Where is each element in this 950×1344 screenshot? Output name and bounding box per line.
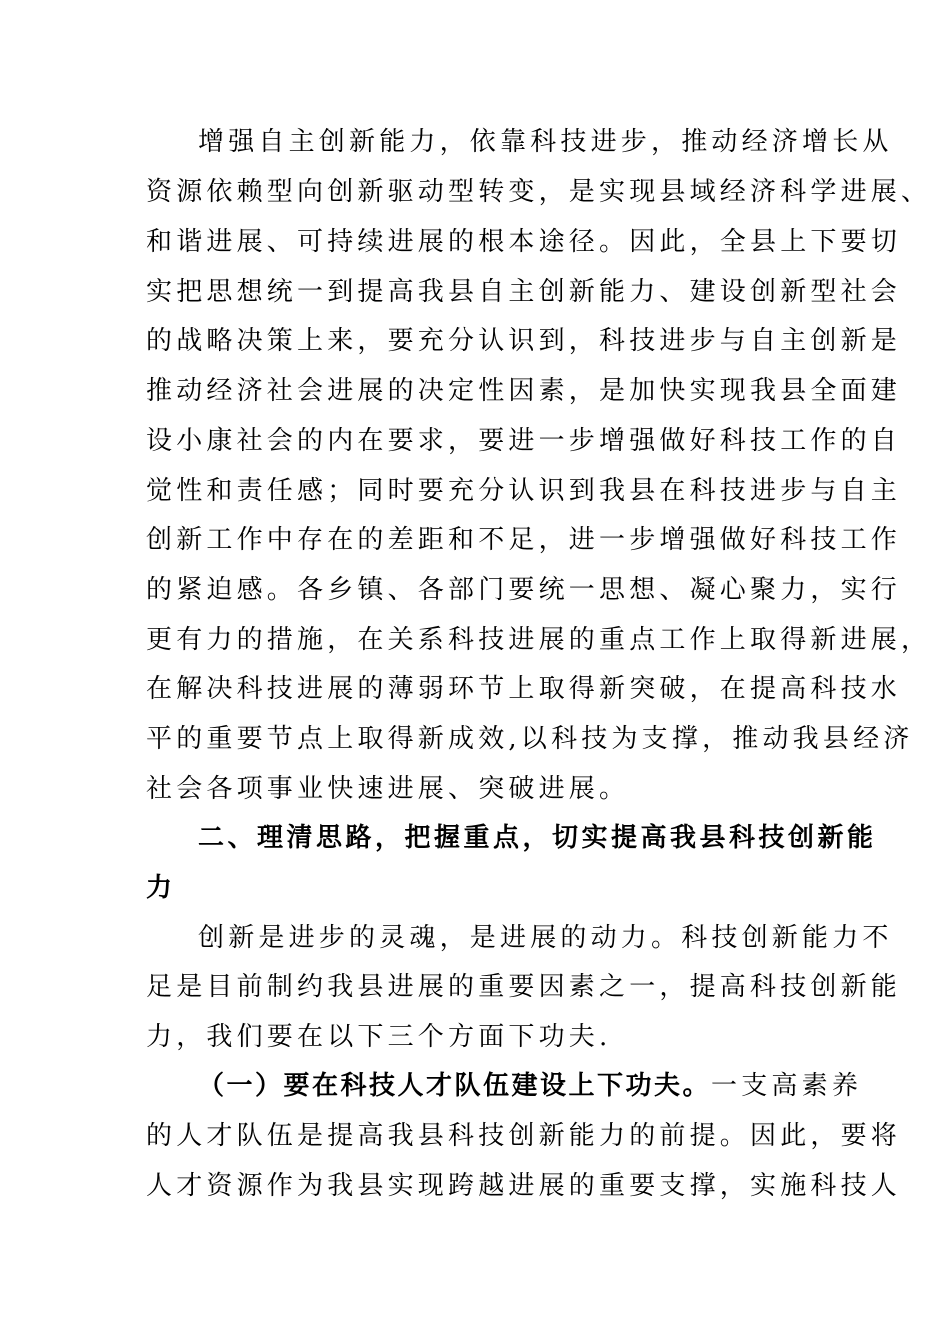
paragraph-1-line-7: 设小康社会的内在要求，要进一步增强做好科技工作的自	[146, 426, 902, 456]
paragraph-1-line-4: 实把思想统一到提高我县自主创新能力、建设创新型社会	[146, 277, 902, 307]
paragraph-1-line-12: 在解决科技进展的薄弱环节上取得新突破，在提高科技水	[146, 674, 902, 704]
paragraph-1-line-9: 创新工作中存在的差距和不足，进一步增强做好科技工作	[146, 525, 902, 555]
paragraph-1-line-5: 的战略决策上来，要充分认识到，科技进步与自主创新是	[146, 326, 902, 356]
paragraph-1-line-1: 增强自主创新能力，依靠科技进步，推动经济增长从	[198, 127, 893, 157]
paragraph-3-line-2: 的人才队伍是提高我县科技创新能力的前提。因此，要将	[146, 1121, 902, 1151]
paragraph-1-line-2: 资源依赖型向创新驱动型转变，是实现县域经济科学进展、	[146, 177, 932, 207]
paragraph-1-line-10: 的紧迫感。各乡镇、各部门要统一思想、凝心聚力，实行	[146, 575, 902, 605]
paragraph-1-line-6: 推动经济社会进展的决定性因素，是加快实现我县全面建	[146, 376, 902, 406]
section-heading-line-1: 二、理清思路，把握重点，切实提高我县科技创新能	[198, 823, 877, 853]
paragraph-2-line-1: 创新是进步的灵魂，是进展的动力。科技创新能力不	[198, 923, 893, 953]
paragraph-1-line-13: 平的重要节点上取得新成效,以科技为支撑，推动我县经济	[146, 724, 914, 754]
paragraph-1-line-3: 和谐进展、可持续进展的根本途径。因此，全县上下要切	[146, 227, 902, 257]
paragraph-1-line-11: 更有力的措施，在关系科技进展的重点工作上取得新进展，	[146, 625, 932, 655]
subsection-lead: （一）要在科技人才队伍建设上下功夫。	[198, 1071, 712, 1101]
paragraph-3-line-1-rest: 一支高素养	[711, 1071, 863, 1101]
paragraph-1-line-8: 觉性和责任感；同时要充分认识到我县在科技进步与自主	[146, 476, 902, 506]
paragraph-2-line-3: 力，我们要在以下三个方面下功夫.	[146, 1022, 612, 1052]
section-heading-line-2: 力	[146, 873, 176, 903]
paragraph-3-line-1	[198, 1066, 862, 1106]
paragraph-3-line-3: 人才资源作为我县实现跨越进展的重要支撑，实施科技人	[146, 1171, 902, 1201]
paragraph-1-line-14: 社会各项事业快速进展、突破进展。	[146, 774, 630, 804]
paragraph-2-line-2: 足是目前制约我县进展的重要因素之一，提高科技创新能	[146, 972, 902, 1002]
